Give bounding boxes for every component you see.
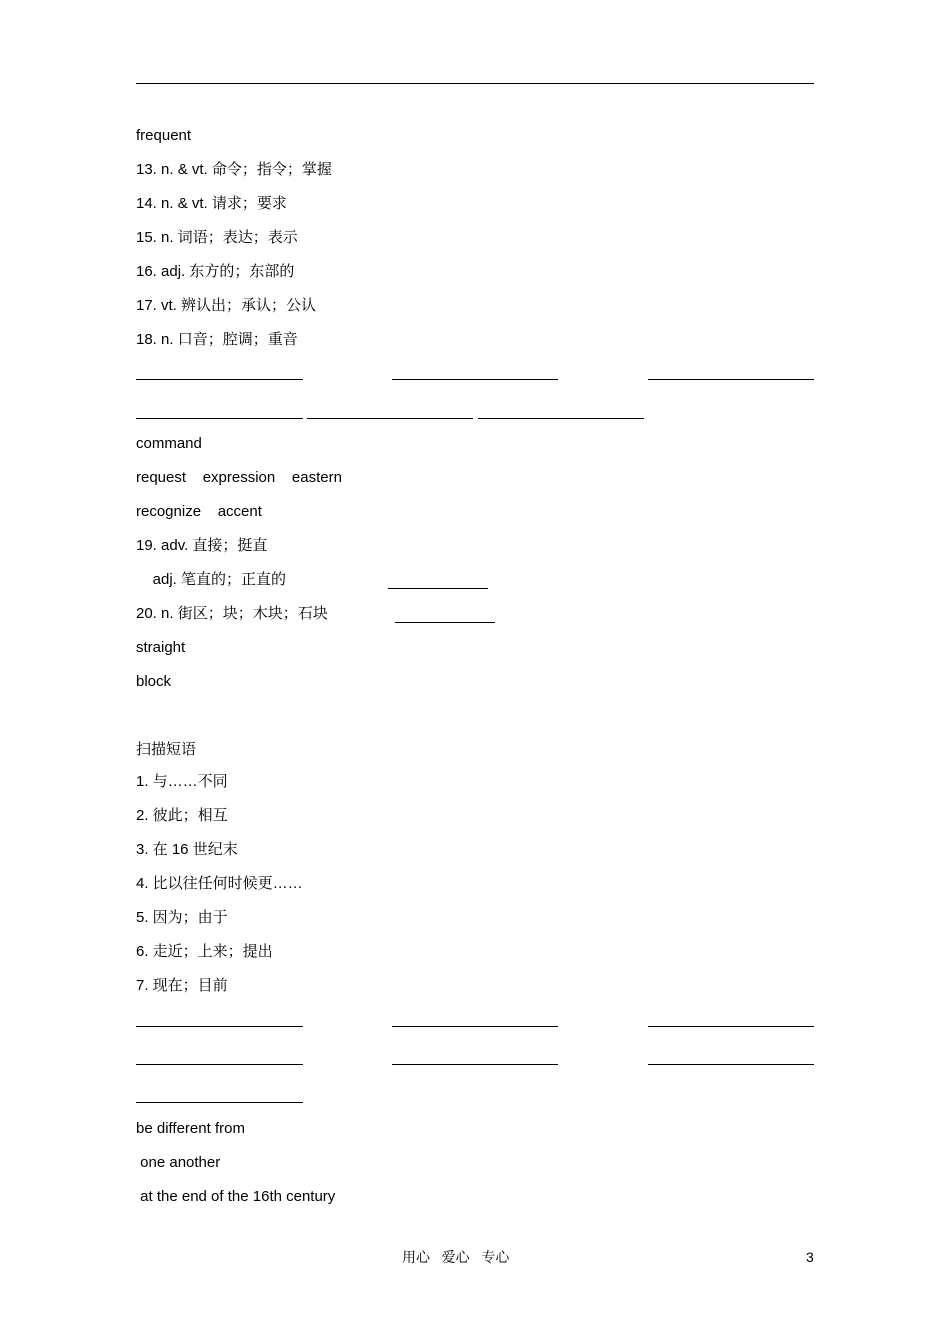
text-line: 19. adv. 直接；挺直 bbox=[136, 537, 268, 554]
answer-blank[interactable] bbox=[307, 418, 473, 419]
answer-line: straight bbox=[136, 639, 186, 656]
answer-blank[interactable] bbox=[648, 379, 814, 380]
text-line: 2. 彼此；相互 bbox=[136, 807, 228, 824]
answer-blank[interactable] bbox=[478, 418, 644, 419]
answer-line: at the end of the 16th century bbox=[136, 1188, 336, 1205]
section-heading: 扫描短语 bbox=[136, 741, 197, 758]
answer-blank[interactable] bbox=[136, 1026, 303, 1027]
footer-motto: 用心 爱心 专心 bbox=[402, 1249, 510, 1265]
text-line: 4. 比以往任何时候更…… bbox=[136, 875, 303, 892]
answer-blank[interactable] bbox=[395, 622, 495, 623]
text-line: 3. 在 16 世纪末 bbox=[136, 841, 238, 858]
answer-blank[interactable] bbox=[136, 379, 303, 380]
answer-line: one another bbox=[136, 1154, 221, 1171]
answer-blank[interactable] bbox=[136, 1102, 303, 1103]
page-number: 3 bbox=[806, 1249, 814, 1265]
answer-blank[interactable] bbox=[648, 1026, 814, 1027]
text-line: 15. n. 词语；表达；表示 bbox=[136, 229, 298, 246]
answer-blank[interactable] bbox=[136, 418, 303, 419]
text-line: 6. 走近；上来；提出 bbox=[136, 943, 273, 960]
answer-blank[interactable] bbox=[648, 1064, 814, 1065]
answer-line: be different from bbox=[136, 1120, 245, 1137]
text-line: 16. adj. 东方的；东部的 bbox=[136, 263, 295, 280]
answer-line: request expression eastern bbox=[136, 469, 342, 486]
header-rule bbox=[136, 83, 814, 84]
answer-blank[interactable] bbox=[392, 1026, 558, 1027]
answer-line: command bbox=[136, 435, 202, 452]
answer-line: block bbox=[136, 673, 172, 690]
text-line: 14. n. & vt. 请求；要求 bbox=[136, 195, 287, 212]
answer-blank[interactable] bbox=[136, 1064, 303, 1065]
answer-line: recognize accent bbox=[136, 503, 262, 520]
text-line: 1. 与……不同 bbox=[136, 773, 228, 790]
text-line: 7. 现在；目前 bbox=[136, 977, 228, 994]
text-line: 20. n. 街区；块；木块；石块 bbox=[136, 605, 328, 622]
answer-blank[interactable] bbox=[388, 588, 488, 589]
text-line: 5. 因为；由于 bbox=[136, 909, 228, 926]
text-line: frequent bbox=[136, 127, 192, 144]
text-line: 17. vt. 辨认出；承认；公认 bbox=[136, 297, 317, 314]
answer-blank[interactable] bbox=[392, 379, 558, 380]
text-line: adj. 笔直的；正直的 bbox=[136, 571, 287, 588]
answer-blank[interactable] bbox=[392, 1064, 558, 1065]
text-line: 13. n. & vt. 命令；指令；掌握 bbox=[136, 161, 332, 178]
text-line: 18. n. 口音；腔调；重音 bbox=[136, 331, 298, 348]
